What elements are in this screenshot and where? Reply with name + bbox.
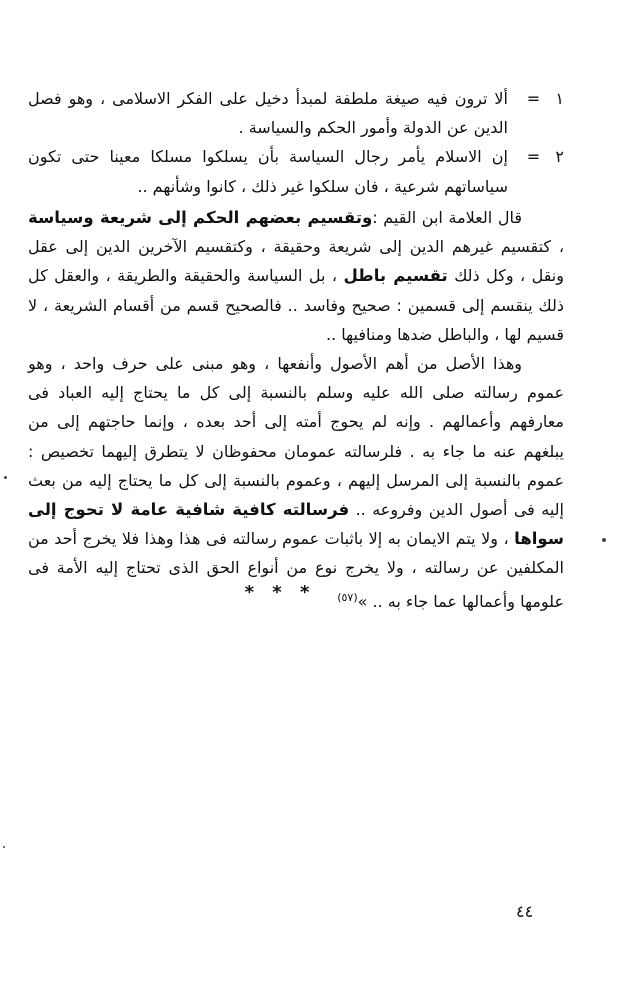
quote-intro-text: قال العلامة ابن القيم : [372, 208, 522, 227]
scan-speck [602, 538, 606, 542]
section-separator: * * * [244, 582, 316, 603]
list-item-marker [514, 142, 564, 171]
quote-body-text: ، بل السياسة والحقيقة والطريقة ، والعقل كل ذلك ينقسم إلى قسمين : صحيح وفاسد .. فالصحيح قسم من أقسام الشريعة ، لا قسيم لها ، والباطل ضدها ومنافيها .. [28, 266, 564, 344]
list-item-number: ٢ [555, 147, 564, 167]
page-number: ٤٤ [516, 902, 534, 921]
list-item-text: ألا ترون فيه صيغة ملطفة لمبدأ دخيل على الفكر الاسلامى ، وهو فصل الدين عن الدولة وأمور الحكم والسياسة . [28, 89, 508, 138]
quote-paragraph-1 [28, 203, 564, 349]
list-item-text: إن الاسلام يأمر رجال السياسة بأن يسلكوا مسلكا معينا حتى تكون سياساتهم شرعية ، فان سلكوا غير ذلك ، كانوا وشأنهم .. [28, 147, 508, 196]
quote-paragraph-2 [28, 349, 564, 616]
ibn-qayyim-quote [28, 203, 564, 616]
numbered-list [28, 84, 564, 201]
footnote-reference: (٥٧) [337, 590, 358, 604]
list-item-number: ١ [555, 89, 564, 108]
quote-emphasis-sufficient-message: فرسالته كافية شافية عامة لا تحوج إلى سواها [28, 500, 564, 549]
scan-speck [3, 846, 5, 848]
quote-body-text: ، كتقسيم غيرهم الدين إلى شريعة وحقيقة ، وكتقسيم الآخرين الدين إلى عقل ونقل ، وكل ذلك [28, 237, 564, 286]
quote-emphasis-invalid-division: تقسيم باطل [343, 266, 448, 286]
quote-body-text: ، ولا يتم الايمان به إلا باثبات عموم رسالته فى هذا وهذا فلا يخرج أحد من المكلفين عن رسالته ، ولا يخرج نوع من أنواع الحق الذى تحتاج إليه الأمة فى علومها وأعمالها عما جاء به .. » [28, 529, 564, 611]
quote-body-text: وهذا الأصل من أهم الأصول وأنفعها ، وهو مبنى على حرف واحد ، وهو عموم رسالته صلى الله عليه وسلم بالنسبة إلى كل ما يحتاج إليه العباد فى معارفهم وأعمالهم . وإنه لم يحوج أمته إلى أحد بعده ، وإنما حاجتهم إلى من يبلغهم عنه ما جاء به . فلرسالته عمومان محفوظان لا يتطرق إليهما تخصيص : عموم بالنسبة إلى المرسل إليهم ، وعموم بالنسبة إلى كل ما يحتاج إليه من بعث إليه فى أصول الدين وفروعه .. [28, 354, 564, 520]
list-item-equals-sign: = [526, 89, 541, 108]
list-item [28, 142, 564, 200]
list-item [28, 84, 564, 142]
quote-emphasis-sharia-politics: وتقسيم بعضهم الحكم إلى شريعة وسياسة [28, 208, 373, 227]
scan-speck [4, 476, 7, 479]
list-item-equals-sign: = [526, 147, 541, 167]
list-item-marker [514, 84, 564, 113]
